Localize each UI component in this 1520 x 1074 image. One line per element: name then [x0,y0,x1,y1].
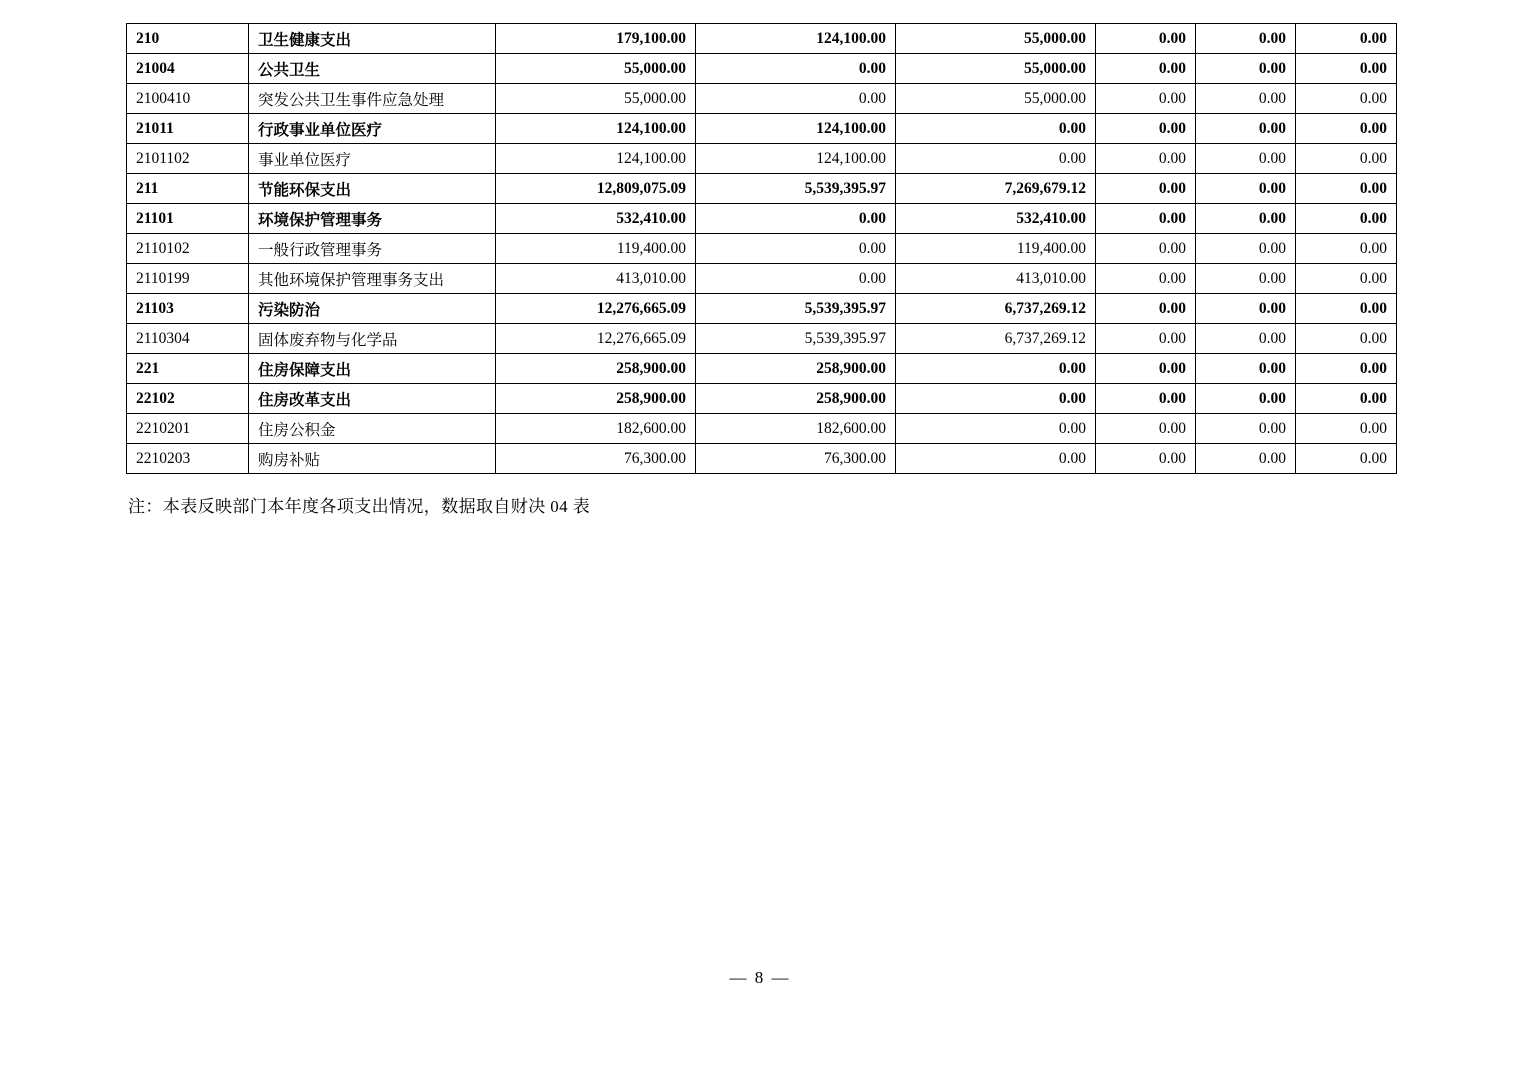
cell-amount: 258,900.00 [496,354,696,384]
cell-amount: 532,410.00 [896,204,1096,234]
cell-amount: 5,539,395.97 [696,324,896,354]
cell-amount: 0.00 [1196,324,1296,354]
cell-amount: 0.00 [1096,444,1196,474]
cell-amount: 0.00 [1096,324,1196,354]
cell-item-name: 住房改革支出 [249,384,496,414]
expenditure-table-container [126,23,1396,474]
table-row [127,24,1397,54]
cell-amount: 55,000.00 [496,84,696,114]
cell-code: 21004 [127,54,249,84]
cell-amount: 119,400.00 [496,234,696,264]
cell-amount: 55,000.00 [896,24,1096,54]
cell-amount: 0.00 [1296,144,1397,174]
cell-code: 2110304 [127,324,249,354]
cell-amount: 0.00 [1296,324,1397,354]
cell-item-name: 住房保障支出 [249,354,496,384]
cell-amount: 0.00 [1096,264,1196,294]
cell-amount: 55,000.00 [496,54,696,84]
cell-amount: 0.00 [1296,234,1397,264]
table-row [127,54,1397,84]
cell-amount: 0.00 [1196,444,1296,474]
cell-amount: 0.00 [1096,54,1196,84]
cell-amount: 0.00 [1196,384,1296,414]
cell-amount: 0.00 [896,114,1096,144]
cell-amount: 0.00 [1096,294,1196,324]
cell-code: 22102 [127,384,249,414]
cell-amount: 6,737,269.12 [896,294,1096,324]
cell-amount: 0.00 [696,204,896,234]
cell-item-name: 突发公共卫生事件应急处理 [249,84,496,114]
cell-amount: 532,410.00 [496,204,696,234]
table-row [127,204,1397,234]
cell-amount: 0.00 [1096,234,1196,264]
cell-amount: 0.00 [1296,204,1397,234]
cell-amount: 0.00 [1296,24,1397,54]
cell-amount: 0.00 [1096,384,1196,414]
cell-amount: 5,539,395.97 [696,174,896,204]
table-body [127,24,1397,474]
table-row [127,174,1397,204]
cell-amount: 0.00 [1296,174,1397,204]
expenditure-table [126,23,1397,474]
cell-code: 2101102 [127,144,249,174]
cell-amount: 0.00 [1096,414,1196,444]
cell-item-name: 住房公积金 [249,414,496,444]
cell-item-name: 行政事业单位医疗 [249,114,496,144]
table-row [127,234,1397,264]
table-row [127,414,1397,444]
cell-amount: 119,400.00 [896,234,1096,264]
table-note: 注：本表反映部门本年度各项支出情况，数据取自财决 04 表 [128,497,591,516]
cell-amount: 55,000.00 [896,54,1096,84]
cell-amount: 0.00 [1196,114,1296,144]
cell-code: 2110199 [127,264,249,294]
cell-amount: 0.00 [1196,264,1296,294]
cell-amount: 413,010.00 [496,264,696,294]
cell-amount: 182,600.00 [696,414,896,444]
cell-amount: 7,269,679.12 [896,174,1096,204]
cell-item-name: 节能环保支出 [249,174,496,204]
cell-code: 210 [127,24,249,54]
page-number: — 8 — [729,968,791,987]
cell-amount: 0.00 [1096,84,1196,114]
cell-amount: 0.00 [1296,384,1397,414]
cell-amount: 258,900.00 [696,354,896,384]
cell-item-name: 事业单位医疗 [249,144,496,174]
cell-amount: 0.00 [1096,174,1196,204]
table-row [127,114,1397,144]
cell-amount: 12,809,075.09 [496,174,696,204]
cell-item-name: 环境保护管理事务 [249,204,496,234]
table-row [127,384,1397,414]
cell-amount: 0.00 [896,414,1096,444]
cell-amount: 0.00 [1296,414,1397,444]
cell-amount: 0.00 [1196,144,1296,174]
cell-amount: 0.00 [696,54,896,84]
cell-amount: 0.00 [1196,54,1296,84]
cell-amount: 0.00 [1096,354,1196,384]
cell-amount: 0.00 [1296,84,1397,114]
cell-amount: 12,276,665.09 [496,294,696,324]
cell-amount: 5,539,395.97 [696,294,896,324]
cell-code: 2110102 [127,234,249,264]
cell-amount: 0.00 [1296,114,1397,144]
table-row [127,354,1397,384]
cell-amount: 0.00 [1196,84,1296,114]
cell-amount: 0.00 [1096,144,1196,174]
cell-amount: 0.00 [1196,294,1296,324]
cell-amount: 0.00 [1196,414,1296,444]
table-row [127,324,1397,354]
cell-amount: 0.00 [1196,354,1296,384]
cell-amount: 0.00 [696,84,896,114]
cell-amount: 0.00 [1196,174,1296,204]
cell-amount: 124,100.00 [696,114,896,144]
table-row [127,84,1397,114]
cell-amount: 0.00 [1096,204,1196,234]
cell-amount: 0.00 [1096,24,1196,54]
cell-amount: 0.00 [896,384,1096,414]
cell-amount: 0.00 [1196,24,1296,54]
cell-amount: 0.00 [896,444,1096,474]
cell-amount: 124,100.00 [496,144,696,174]
cell-amount: 76,300.00 [496,444,696,474]
cell-amount: 0.00 [696,234,896,264]
cell-amount: 55,000.00 [896,84,1096,114]
table-row [127,264,1397,294]
cell-code: 21011 [127,114,249,144]
cell-amount: 124,100.00 [696,144,896,174]
cell-item-name: 一般行政管理事务 [249,234,496,264]
cell-amount: 0.00 [1196,234,1296,264]
cell-amount: 258,900.00 [696,384,896,414]
cell-item-name: 固体废弃物与化学品 [249,324,496,354]
cell-code: 2210201 [127,414,249,444]
cell-item-name: 卫生健康支出 [249,24,496,54]
cell-amount: 0.00 [1196,204,1296,234]
cell-amount: 0.00 [1296,354,1397,384]
cell-amount: 124,100.00 [496,114,696,144]
cell-code: 2210203 [127,444,249,474]
cell-amount: 0.00 [696,264,896,294]
cell-amount: 179,100.00 [496,24,696,54]
cell-item-name: 污染防治 [249,294,496,324]
cell-amount: 0.00 [896,354,1096,384]
cell-amount: 0.00 [1296,294,1397,324]
table-row [127,294,1397,324]
cell-amount: 76,300.00 [696,444,896,474]
cell-code: 2100410 [127,84,249,114]
cell-amount: 0.00 [896,144,1096,174]
cell-amount: 182,600.00 [496,414,696,444]
cell-amount: 0.00 [1296,54,1397,84]
cell-amount: 0.00 [1296,444,1397,474]
cell-amount: 12,276,665.09 [496,324,696,354]
cell-item-name: 其他环境保护管理事务支出 [249,264,496,294]
cell-amount: 258,900.00 [496,384,696,414]
cell-amount: 124,100.00 [696,24,896,54]
cell-amount: 0.00 [1296,264,1397,294]
cell-item-name: 购房补贴 [249,444,496,474]
cell-item-name: 公共卫生 [249,54,496,84]
table-row [127,144,1397,174]
cell-code: 21103 [127,294,249,324]
cell-code: 221 [127,354,249,384]
table-row [127,444,1397,474]
cell-amount: 413,010.00 [896,264,1096,294]
cell-code: 21101 [127,204,249,234]
cell-amount: 6,737,269.12 [896,324,1096,354]
cell-amount: 0.00 [1096,114,1196,144]
cell-code: 211 [127,174,249,204]
